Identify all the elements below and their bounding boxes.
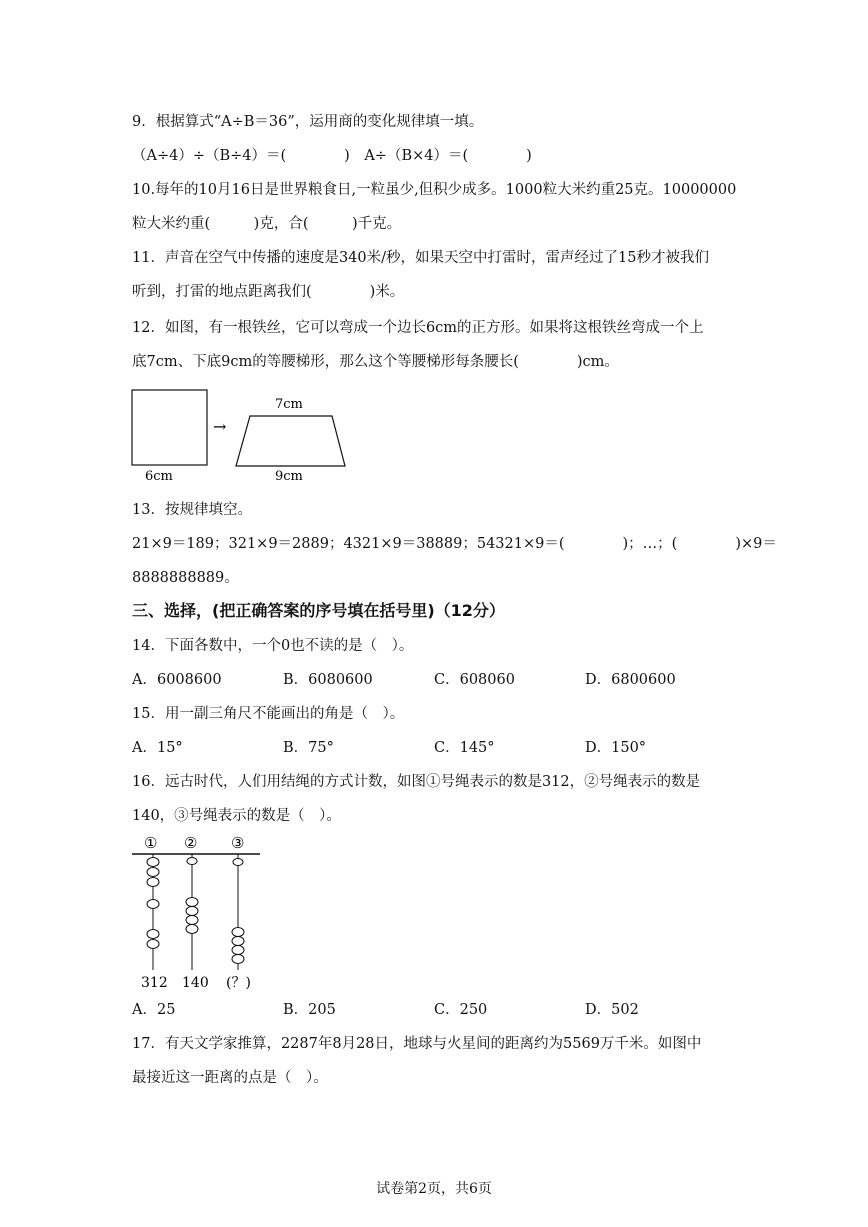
q17-stem-line1: 17．有天文学家推算，2287年8月28日，地球与火星间的距离约为5569万千米。如图中 [132,1036,702,1052]
rope-3-value: (？) [226,975,251,991]
q13-pattern: 21×9＝189；321×9＝2889；4321×9＝38889；54321×9＝( )；…；( )×9＝ [132,536,777,552]
q15-option-a[interactable]: A．15° [132,740,183,756]
q14-option-c[interactable]: C．608060 [434,672,515,688]
knot [147,940,159,949]
q11-stem-line2: 听到，打雷的地点距离我们( )米。 [132,284,405,300]
knot [232,928,244,937]
q14-option-a[interactable]: A．6008600 [132,672,222,688]
q13-pattern-cont: 8888888889。 [132,570,239,586]
knot [232,937,244,946]
q16-stem-line2: 140，③号绳表示的数是（ ）。 [132,808,341,824]
knot [232,946,244,955]
knot [147,878,159,887]
trapezoid-shape [236,416,345,466]
section-heading: 三、选择，(把正确答案的序号填在括号里)（12分） [132,601,505,620]
rope-2-value: 140 [182,975,209,991]
page-footer: 试卷第2页，共6页 [376,1181,492,1197]
knot [186,925,198,934]
rope-1-value: 312 [141,975,168,991]
q12-stem-line1: 12．如图，有一根铁丝，它可以弯成一个边长6cm的正方形。如果将这根铁丝弯成一个上 [132,320,704,336]
q16-option-c[interactable]: C．250 [434,1002,488,1018]
q15-stem: 15．用一副三角尺不能画出的角是（ ）。 [132,706,405,722]
q14-stem: 14．下面各数中，一个0也不读的是（ ）。 [132,638,414,654]
q15-option-b[interactable]: B．75° [283,740,334,756]
q17-stem-line2: 最接近这一距离的点是（ ）。 [132,1070,328,1086]
knot [186,907,198,916]
q16-stem-line1: 16．远古时代，人们用结绳的方式计数，如图①号绳表示的数是312，②号绳表示的数是 [132,774,701,790]
q14-option-b[interactable]: B．6080600 [283,672,373,688]
knot [186,898,198,907]
q11-stem-line1: 11．声音在空气中传播的速度是340米/秒，如果天空中打雷时，雷声经过了15秒才被我们 [132,250,709,266]
q10-stem-line1: 10.每年的10月16日是世界粮食日,一粒虽少,但积少成多。1000粒大米约重25克。10000000 [132,182,737,198]
arrow-icon: → [213,417,227,436]
q9-blanks: （A÷4）÷（B÷4）＝( ) A÷（B×4）＝( ) [132,148,532,164]
rope-3-label: ③ [231,834,245,852]
q16-option-b[interactable]: B．205 [283,1002,336,1018]
knot [186,916,198,925]
rope-2-label: ② [184,834,198,852]
q9-stem: 9．根据算式“A÷B＝36”，运用商的变化规律填一填。 [132,114,484,130]
knot [147,868,159,877]
knot [147,858,159,867]
knot-rope-figure [125,832,270,992]
q13-stem: 13．按规律填空。 [132,502,252,518]
square-shape [132,390,207,465]
q16-option-a[interactable]: A．25 [132,1002,176,1018]
knot [232,955,244,964]
q12-stem-line2: 底7cm、下底9cm的等腰梯形，那么这个等腰梯形每条腰长( )cm。 [132,354,619,370]
q14-option-d[interactable]: D．6800600 [585,672,676,688]
rope-1-label: ① [144,834,158,852]
q10-stem-line2: 粒大米约重( )克，合( )千克。 [132,216,402,232]
q15-option-d[interactable]: D．150° [585,740,647,756]
square-side-label: 6cm [145,469,173,484]
knot [147,900,159,909]
knot [187,858,197,865]
knot [233,859,243,866]
knot [147,930,159,939]
trapezoid-bottom-label: 9cm [275,469,303,484]
q15-option-c[interactable]: C．145° [434,740,495,756]
trapezoid-top-label: 7cm [275,397,303,412]
q16-option-d[interactable]: D．502 [585,1002,639,1018]
q12-figure [125,388,365,488]
